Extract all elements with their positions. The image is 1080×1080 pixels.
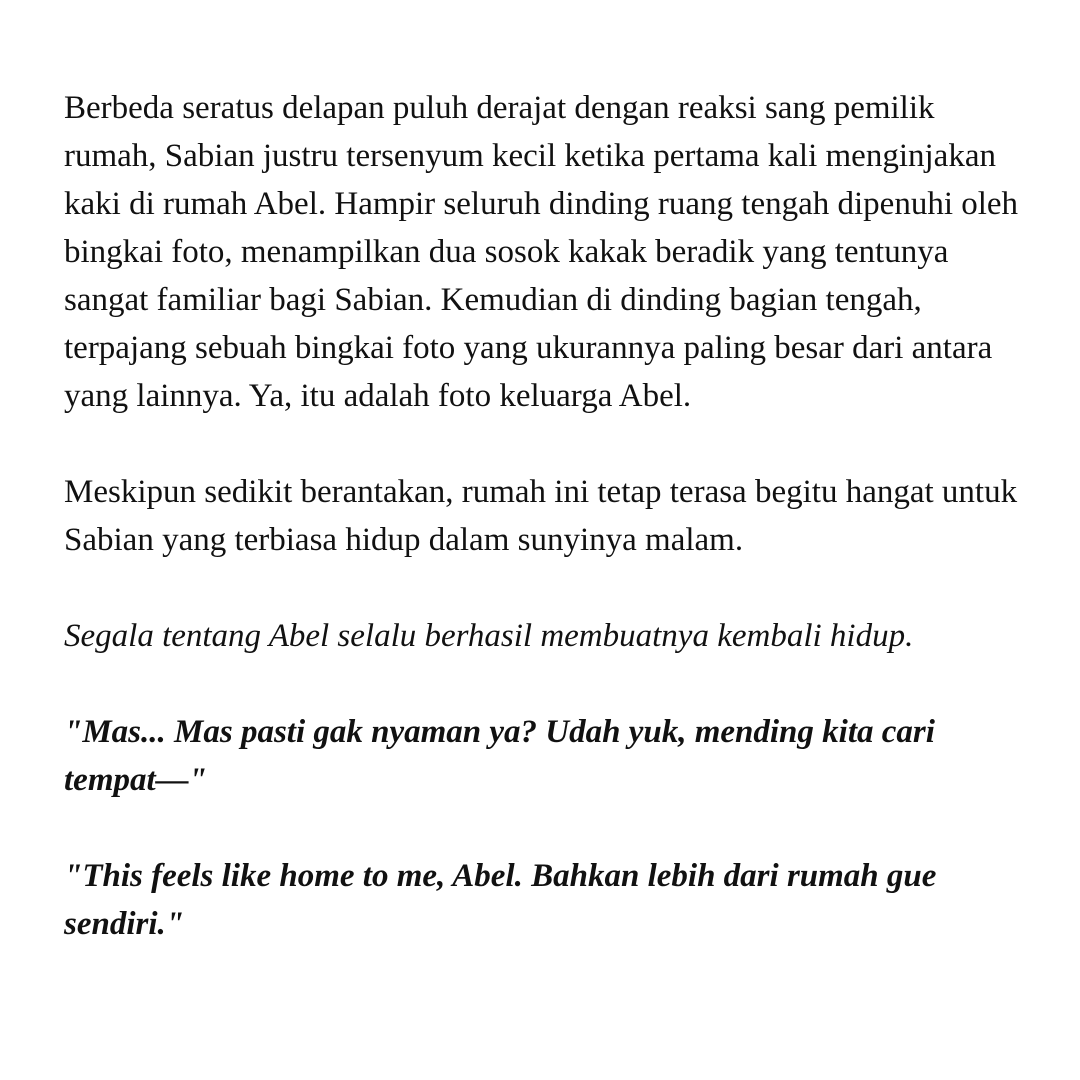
story-text-block — [64, 84, 1024, 996]
dialogue-sabian: "This feels like home to me, Abel. Bahkan lebih dari rumah gue sendiri." — [64, 858, 937, 942]
dialogue-abel: "Mas... Mas pasti gak nyaman ya? Udah yuk, mending kita cari tempat—" — [64, 714, 935, 798]
narration-paragraph-2: Meskipun sedikit berantakan, rumah ini tetap terasa begitu hangat untuk Sabian yang terbiasa hidup dalam sunyinya malam. — [64, 474, 1018, 558]
narration-paragraph-1: Berbeda seratus delapan puluh derajat dengan reaksi sang pemilik rumah, Sabian justru tersenyum kecil ketika pertama kali menginjakan kaki di rumah Abel. Hampir seluruh dinding ruang tengah dipenuhi oleh bingkai foto, menampilkan dua sosok kakak beradik yang tentunya sangat familiar bagi Sabian. Kemudian di dinding bagian tengah, terpajang sebuah bingkai foto yang ukurannya paling besar dari antara yang lainnya. Ya, itu adalah foto keluarga Abel. — [64, 90, 1019, 414]
inner-thought-paragraph: Segala tentang Abel selalu berhasil membuatnya kembali hidup. — [64, 618, 914, 654]
